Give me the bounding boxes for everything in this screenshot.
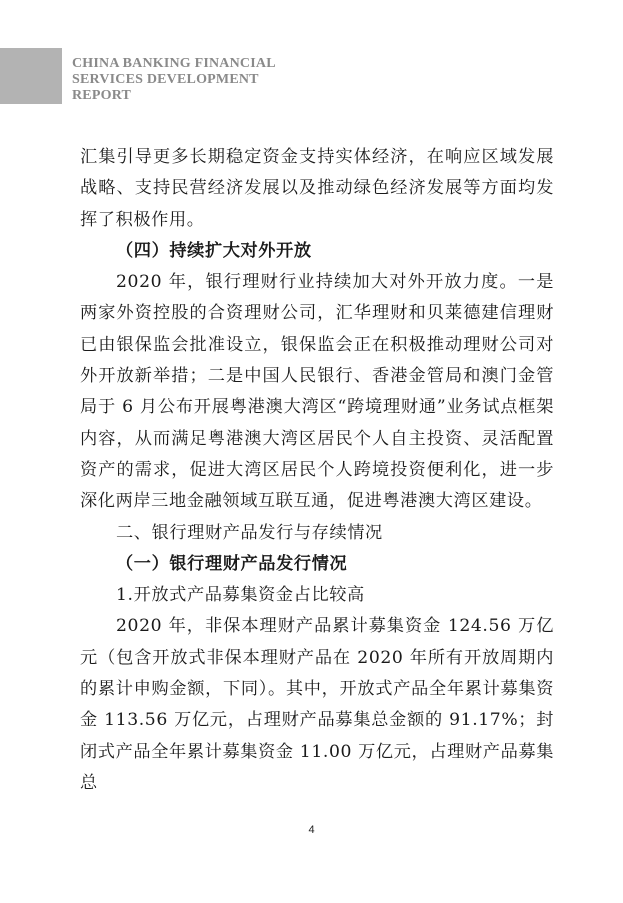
- header-line-1: CHINA BANKING FINANCIAL: [72, 56, 276, 71]
- paragraph-continued: 汇集引导更多长期稳定资金支持实体经济，在响应区域发展战略、支持民营经济发展以及推动绿色经济发展等方面均发挥了积极作用。: [80, 147, 554, 230]
- section-heading-issuance: 二、银行理财产品发行与存续情况: [116, 522, 383, 543]
- page-number: 4: [308, 824, 315, 836]
- subheading-open-ended: 1.开放式产品募集资金占比较高: [116, 585, 365, 606]
- paragraph-opening-up: 2020 年，银行理财行业持续加大对外开放力度。一是两家外资控股的合资理财公司，汇华理财和贝莱德建信理财已由银保监会批准设立，银保监会正在积极推动理财公司对外开放新举措；二是中国人民银行、香港金管局和澳门金管局于 6 月公布开展粤港澳大湾区“跨境理财通”业务试点框架内容，从而满足粤港澳大湾区居民个人自主投资、灵活配置资产的需求，促进大湾区居民个人跨境投资便利化，进一步深化两岸三地金融领域互联互通，促进粤港澳大湾区建设。: [80, 272, 554, 512]
- header-gray-block: [0, 48, 62, 104]
- header-line-2: SERVICES DEVELOPMENT: [72, 72, 259, 87]
- report-header: [72, 56, 276, 104]
- heading-opening-up: （四）持续扩大对外开放: [116, 240, 312, 261]
- header-line-3: REPORT: [72, 88, 132, 103]
- heading-issuance: （一）银行理财产品发行情况: [116, 553, 348, 574]
- page-body: [80, 142, 554, 799]
- paragraph-fundraising: 2020 年，非保本理财产品累计募集资金 124.56 万亿元（包含开放式非保本理财产品在 2020 年所有开放周期内的累计申购金额，下同）。其中，开放式产品全年累计募集资金 113.56 万亿元，占理财产品募集总金额的 91.17%；封闭式产品全年累计募集资金 11.00 万亿元，占理财产品募集总: [80, 616, 554, 793]
